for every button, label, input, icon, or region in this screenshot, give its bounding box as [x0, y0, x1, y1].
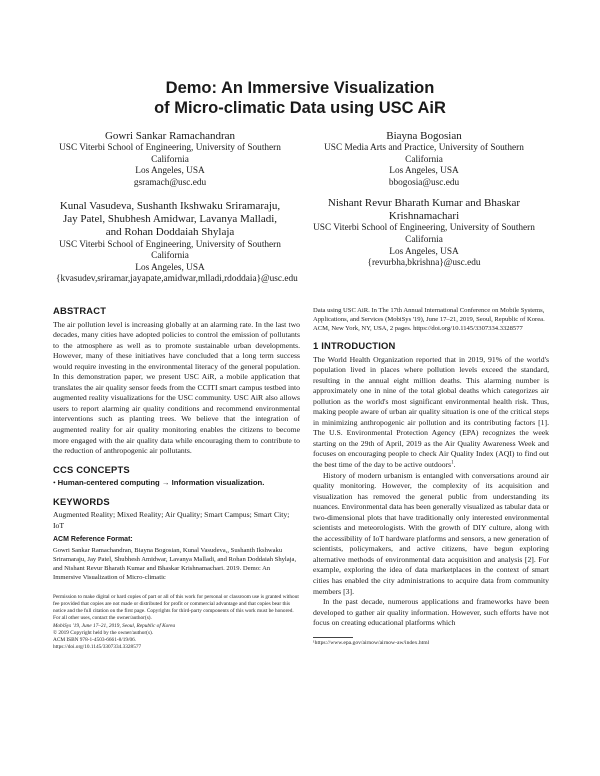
intro-paragraph-2: History of modern urbanism is entangled with conversations around air quality monitoring. However, the complexity of its acquisition and visualization has removed the general public from understanding its nuances. Environmental data has been generally visualized as tabular data or two-dimensional plots that have traditionally only interested environmental scientists and meteorologists. With the growth of DIY culture, along with the accessibility of IoT hardware platforms and sensors, a new generation of scientists, policymakers, and active citizens, have begun exploring alternative methods of environmental data acquisition and analysis [2]. For example, exploring the idea of data marketplaces in the context of smart cities has enabled the city administrations to acquire data from community members [3].	[313, 470, 549, 596]
intro-paragraph-3: In the past decade, numerous applications and frameworks have been developed to gather air quality information. However, such efforts have not focus on creating educational platforms which	[313, 597, 549, 628]
footnote-mark: 1	[451, 460, 454, 466]
conference-line: MobiSys '19, June 17–21, 2019, Seoul, Republic of Korea	[53, 622, 176, 629]
right-column	[313, 306, 549, 647]
author-city: Los Angeles, USA	[389, 246, 459, 257]
author-city: Los Angeles, USA	[135, 262, 205, 273]
copyright-line: © 2019 Copyright held by the owner/author(s).	[53, 629, 154, 636]
reference-heading: ACM Reference Format:	[53, 536, 133, 544]
author-block-3	[56, 200, 298, 286]
author-email: {kvasudev,sriramar,jayapate,amidwar,mlladi,rdoddaia}@usc.edu	[56, 274, 298, 285]
footnote[interactable]: ¹https://www.epa.gov/airnow/airnow-aw/index.html	[313, 639, 430, 646]
permission-text: Permission to make digital or hard copies of part or all of this work for personal or classroom use is granted without fee provided that copies are not made or distributed for profit or commercial advantage and that copies bear this notice and the full citation on the first page. Copyrights for third-party components of this work must be honored. For all other uses, contact the owner/author(s).	[53, 593, 299, 622]
intro-p1-text: The World Health Organization reported that in 2019, 91% of the world's population lived in places where pollution levels exceed the standard, resulting in the annual eight million deaths. This alarming number is approximately one in nine of the total global deaths which categorizes air pollution as the world's most significant environmental health risk. Thus, making people aware of urban air quality situation is one of the critical steps in minimizing anthropogenic air pollution and its contributing factors [1]. The U.S. Environmental Protection Agency (EPA) recognizes the week starting on the 29th of April, 2019 as the Air Quality Awareness Week and focuses on encouraging people to check Air Quality Index (AQI) to find out the best time of the day to be active outdoors	[313, 354, 549, 470]
abstract-text: The air pollution level is increasing globally at an alarming rate. In the last two decades, many cities have adopted policies to control the emission of pollutants to the atmosphere as well as to promote sustainable urban developments. However, many of these initiatives have concluded that a long term success would require investing in the environmental literacy of the general population. In this demonstration paper, we present USC AiR, a mobile application that translates the air quality sensor feeds from the CCITI smart campus testbed into augmented reality visualizations for the USC community. USC AiR also allows users to report alarming air quality conditions and recommend environmental interventions such as planting trees. We believe that the integration of augmented reality for air quality monitoring enables the citizens to become more engaged with the air quality data while encouraging them to contribute to the reduction of anthropogenic air pollutants.	[53, 319, 300, 456]
ccs-concept-text: Human-centered computing → Information visualization.	[57, 478, 265, 488]
bullet: •	[53, 478, 56, 488]
author-block-1	[56, 130, 284, 190]
author-email: bbogosia@usc.edu	[388, 177, 460, 188]
doi-link[interactable]: https://doi.org/10.1145/3307334.3328577	[53, 644, 142, 651]
citation-continued: Data using USC AiR. In The 17th Annual International Conference on Mobile Systems, Applications, and Services (MobiSys '19), June 17–21, 2019, Seoul, Republic of Korea. ACM, New York, NY, USA, 2 pages. https://doi.org/10.1145/3307334.3328577	[313, 307, 545, 332]
reference-text: Gowri Sankar Ramachandran, Biayna Bogosian, Kunal Vasudeva,, Sushanth Ikshwaku Sriramaraju, Jay Patel, Shubhesh Amidwar, Lavanya Malladi, and Rohan Doddaiah Shylaja, and Nishant Revur Bharath Kumar and Bhaskar Krishnamachari. 2019. Demo: An Immersive Visualization of Micro-climatic	[53, 546, 297, 581]
author-city: Los Angeles, USA	[389, 166, 459, 177]
author-affiliation: USC Media Arts and Practice, University of Southern California	[324, 143, 524, 165]
author-email: gsramach@usc.edu	[133, 177, 207, 188]
left-column	[53, 306, 300, 651]
author-email: {revurbha,bkrishna}@usc.edu	[367, 258, 481, 269]
author-name: Gowri Sankar Ramachandran	[104, 130, 236, 142]
keywords-heading: KEYWORDS	[53, 495, 110, 507]
footnote-divider	[313, 637, 353, 638]
permission-block	[53, 594, 300, 651]
intro-paragraph-1: The World Health Organization reported that in 2019, 91% of the world's population lived in places where pollution levels exceed the standard, resulting in the annual eight million deaths. This alarming number is approximately one in nine of the total global deaths which categorizes air pollution as the world's most significant environmental health risk. Thus, making people aware of urban air quality situation is one of the critical steps in minimizing anthropogenic air pollution and its contributing factors [1]. The U.S. Environmental Protection Agency (EPA) recognizes the week starting on the 29th of April, 2019 as the Air Quality Awareness Week and focuses on encouraging people to check Air Quality Index (AQI) to find out the best time of the day to be active outdoors$^1$.	[313, 354, 549, 470]
author-block-2	[310, 130, 538, 190]
author-affiliation: USC Viterbi School of Engineering, University of Southern California	[59, 239, 281, 262]
abstract-heading: ABSTRACT	[53, 305, 107, 316]
author-city: Los Angeles, USA	[135, 166, 205, 177]
keywords-text: Augmented Reality; Mixed Reality; Air Quality; Smart Campus; Smart City; IoT	[53, 510, 290, 530]
author-name: Nishant Revur Bharath Kumar and Bhaskar Krishnamachari	[327, 197, 521, 223]
author-block-4	[300, 197, 548, 270]
author-name: Kunal Vasudeva, Sushanth Ikshwaku Sriramaraju, Jay Patel, Shubhesh Amidwar, Lavanya Malladi, and Rohan Doddaiah Shylaja	[59, 200, 281, 239]
author-name: Biayna Bogosian	[386, 130, 462, 142]
isbn-line: ACM ISBN 978-1-4503-6661-8/19/06.	[53, 636, 137, 643]
title-line-2: of Micro-climatic Data using USC AiR	[154, 99, 446, 117]
author-affiliation: USC Viterbi School of Engineering, University of Southern California	[59, 143, 281, 165]
ccs-heading: CCS CONCEPTS	[53, 463, 130, 475]
ccs-concept	[53, 478, 300, 489]
author-affiliation: USC Viterbi School of Engineering, University of Southern California	[313, 223, 535, 245]
title-line-1: Demo: An Immersive Visualization	[165, 79, 435, 97]
intro-heading: 1 INTRODUCTION	[313, 340, 396, 351]
paper-title	[0, 78, 600, 118]
